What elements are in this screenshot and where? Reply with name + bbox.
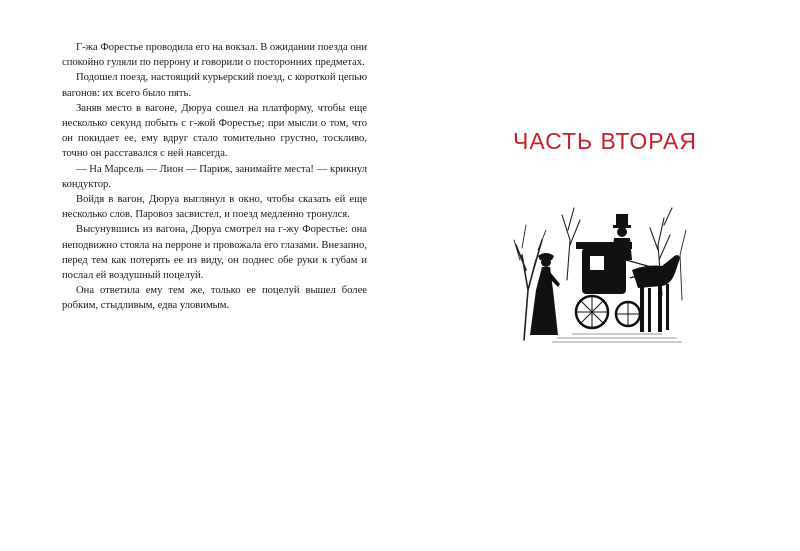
carriage-illustration: [512, 200, 692, 350]
part-title: ЧАСТЬ ВТОРАЯ: [512, 128, 697, 154]
paragraph-5: Войдя в вагон, Дюруа выглянул в окно, чтобы сказать ей еще несколько слов. Паровоз засвистел, и поезд медленно тронулся.: [62, 194, 367, 221]
paragraph-7: Она ответила ему тем же, только ее поцелуй вышел более робким, стыдливым, едва уловимым.: [62, 285, 367, 312]
paragraph-6: Высунувшись из вагона, Дюруа смотрел на г-жу Форестье: она неподвижно стояла на перроне и провожала его глазами. Внезапно, перед тем как потерять ее из виду, он поднес обе руки к губам и послал ей воздушный поцелуй.: [62, 224, 367, 282]
right-page: [410, 0, 800, 551]
paragraph-4: — На Марсель — Лион — Париж, занимайте места! — крикнул кондуктор.: [62, 163, 367, 190]
paragraph-2: Подошел поезд, настоящий курьерский поезд, с короткой цепью вагонов: их всего было пять.: [62, 72, 367, 99]
paragraph-3: Заняв место в вагоне, Дюруа сошел на платформу, чтобы еще несколько секунд побыть с г-жой Форестье; при мысли о том, что он покидает ее, ему вдруг стало томительно грустно, тоскливо, точно он расставался с ней навсегда.: [62, 102, 367, 160]
paragraph-1: Г-жа Форестье проводила его на вокзал. В ожидании поезда они спокойно гуляли по перрону и говорили о посторонних предметах.: [62, 42, 367, 69]
left-page-text: [62, 40, 367, 314]
